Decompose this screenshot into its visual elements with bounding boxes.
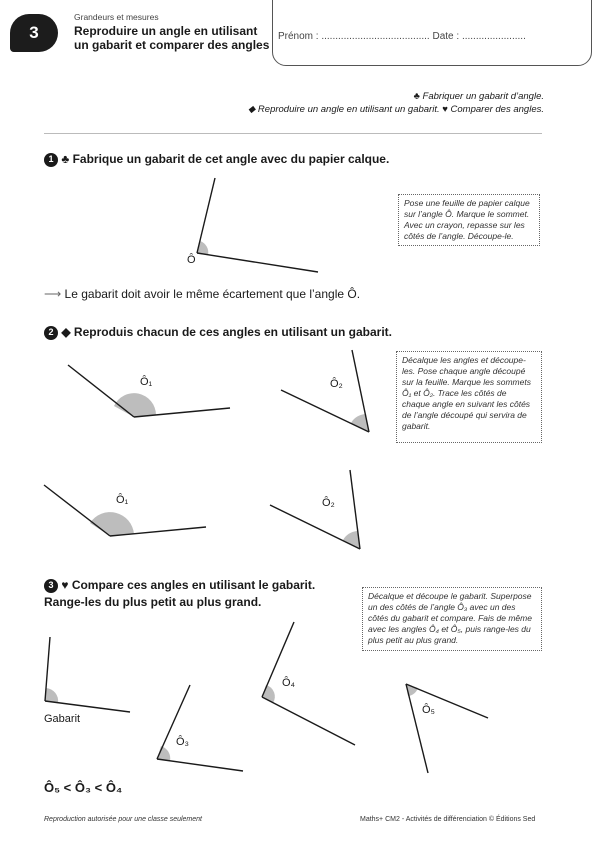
exercise-2-note: Décalque les angles et découpe-les. Pose chaque angle découpé sur la feuille. Marque les sommets Ô₁ et Ô₂. Trace les côtés de chaque angle en suivant les côtés de l’angle découpé qui servira de gabarit. <box>396 351 542 443</box>
category-label: Grandeurs et mesures <box>74 12 159 22</box>
angle-o2-copy-label: Ô₂ <box>322 497 335 509</box>
exercise-3-number: 3 <box>44 579 58 593</box>
angle-o3-side-1 <box>157 685 190 759</box>
angle-o1-copy-wedge <box>90 512 134 536</box>
angle-o4-side-2 <box>262 697 355 745</box>
exercise-2-number: 2 <box>44 326 58 340</box>
exercise-1-note: Pose une feuille de papier calque sur l’angle Ô. Marque le sommet. Avec un crayon, repasse sur les côtés de l’angle. Découpe-le. <box>398 194 540 246</box>
angle-o5-side-1 <box>406 684 488 718</box>
angle-o-side-2 <box>197 253 318 272</box>
angle-o-label: Ô <box>187 254 196 266</box>
angle-o-side-1 <box>197 178 215 253</box>
answer-ordering[interactable]: Ô₅ < Ô₃ < Ô₄ <box>44 780 123 795</box>
angle-o2-label: Ô₂ <box>330 378 343 390</box>
heart-icon: ♥ <box>61 578 69 592</box>
angle-o3-label: Ô₃ <box>176 736 190 748</box>
arrow-right-icon: ⟶ <box>44 287 62 301</box>
angle-o1-wedge <box>114 393 156 417</box>
gabarit-label: Gabarit <box>44 713 81 725</box>
exercise-3-instruction-2: Range-les du plus petit au plus grand. <box>44 595 262 609</box>
exercise-1-text: Fabrique un gabarit de cet angle avec du papier calque. <box>72 152 390 166</box>
angle-o1-copy-label: Ô₁ <box>116 494 129 506</box>
angle-o4-side-1 <box>262 622 294 697</box>
angle-o1-copy-side-1 <box>44 485 110 536</box>
exercise-3-text: Compare ces angles en utilisant le gabarit. <box>71 578 316 592</box>
angle-o3-side-2 <box>157 759 243 771</box>
angle-o4-label: Ô₄ <box>282 677 296 689</box>
conclusion-text: Le gabarit doit avoir le même écartement que l’angle Ô. <box>64 287 361 301</box>
sheet-number: 3 <box>29 23 39 42</box>
exercise-2-text: Reproduis chacun de ces angles en utilisant un gabarit. <box>73 325 392 339</box>
name-date-fields[interactable]: Prénom : ....................................... Date : ....................... <box>278 31 526 42</box>
exercise-1-number: 1 <box>44 153 58 167</box>
club-icon: ♣ <box>61 152 70 166</box>
angle-o2-side-1 <box>281 390 369 432</box>
angle-o5-label: Ô₅ <box>422 704 435 716</box>
diamond-icon: ◆ <box>61 325 71 339</box>
angle-o1-side-1 <box>68 365 134 417</box>
objective-line-1: ♣ Fabriquer un gabarit d’angle. <box>413 91 544 102</box>
angle-o5-side-2 <box>406 684 428 773</box>
page-title: Reproduire un angle en utilisant un gabarit et comparer des angles <box>74 24 270 52</box>
footer-right: Maths+ CM2 - Activités de différenciation © Éditions Sed <box>360 816 536 823</box>
angle-o2-copy-side-1 <box>270 505 360 549</box>
gabarit-side-2 <box>45 701 130 712</box>
footer-left: Reproduction autorisée pour une classe seulement <box>44 816 202 823</box>
objective-line-2: ◆ Reproduire un angle en utilisant un gabarit. ♥ Comparer des angles. <box>247 104 544 115</box>
angle-o1-label: Ô₁ <box>140 376 153 388</box>
exercise-3-note: Décalque et découpe le gabarit. Superpose un des côtés de l’angle Ô₃ avec un des côtés du gabarit et compare. Fais de même avec les angles Ô₄ et Ô₅, puis range-les du plus petit au plus grand. <box>362 587 542 651</box>
